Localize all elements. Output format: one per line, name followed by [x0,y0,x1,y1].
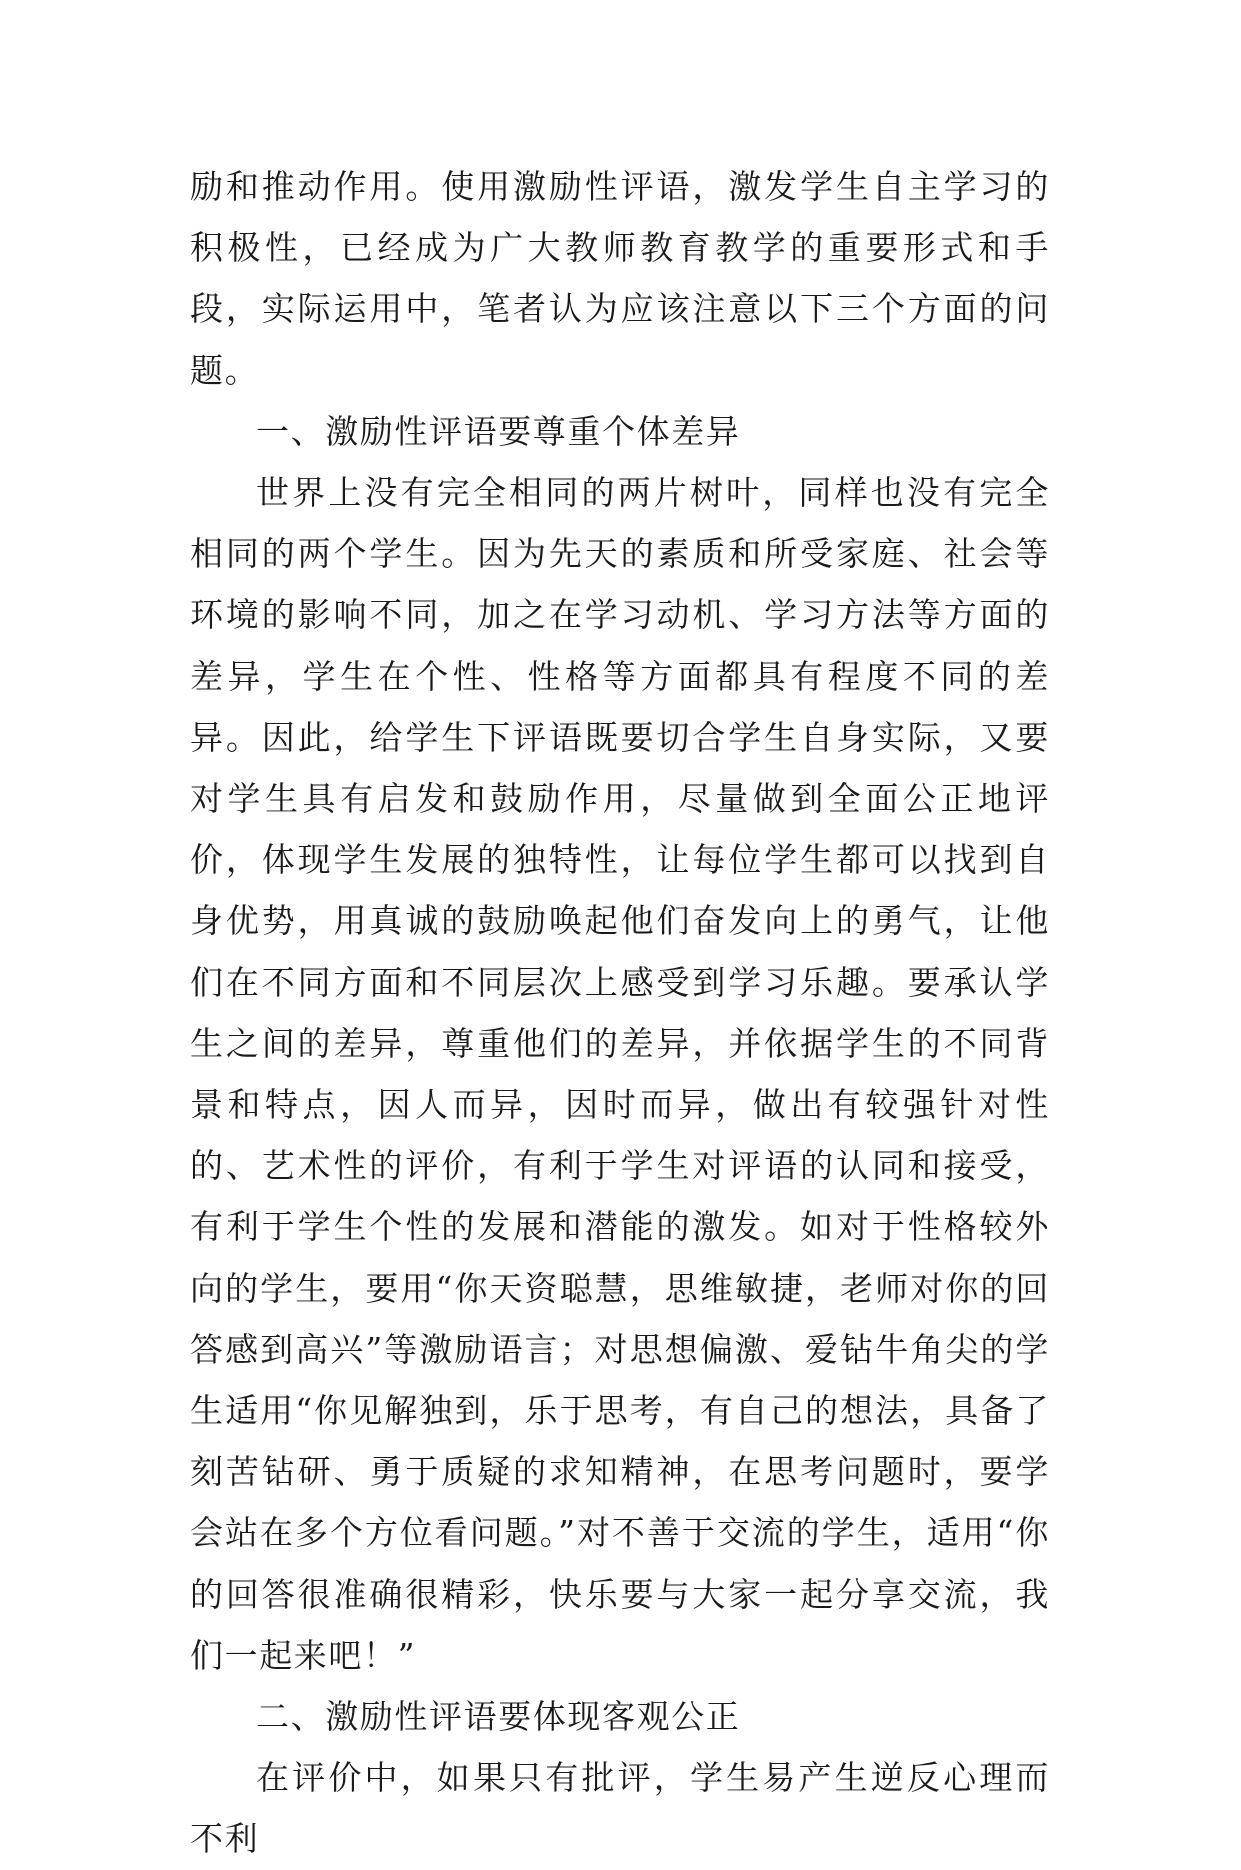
section-heading-1: 一、激励性评语要尊重个体差异 [256,411,741,451]
section-1-paragraph: 世界上没有完全相同的两片树叶，同样也没有完全相同的两个学生。因为先天的素质和所受家庭、社会等环境的影响不同，加之在学习动机、学习方法等方面的差异，学生在个性、性格等方面都具有程度不同的差异。因此，给学生下评语既要切合学生自身实际，又要对学生具有启发和鼓励作用，尽量做到全面公正地评价，体现学生发展的独特性，让每位学生都可以找到自身优势，用真诚的鼓励唤起他们奋发向上的勇气，让他们在不同方面和不同层次上感受到学习乐趣。要承认学生之间的差异，尊重他们的差异，并依据学生的不同背景和特点，因人而异，因时而异，做出有较强针对性的、艺术性的评价，有利于学生对评语的认同和接受，有利于学生个性的发展和潜能的激发。如对于性格较外向的学生，要用“你天资聪慧，思维敏捷，老师对你的回答感到高兴”等激励语言；对思想偏激、爱钻牛角尖的学生适用“你见解独到，乐于思考，有自己的想法，具备了刻苦钻研、勇于质疑的求知精神，在思考问题时，要学会站在多个方位看问题。”对不善于交流的学生，适用“你的回答很准确很精彩，快乐要与大家一起分享交流，我们一起来吧！” [190,473,1050,1675]
section-2-paragraph: 在评价中，如果只有批评，学生易产生逆反心理而不利 [190,1758,1050,1859]
intro-paragraph: 励和推动作用。使用激励性评语，激发学生自主学习的积极性，已经成为广大教师教育教学的重要形式和手段，实际运用中，笔者认为应该注意以下三个方面的问题。 [190,167,1050,390]
section-heading-2: 二、激励性评语要体现客观公正 [256,1697,741,1737]
document-body [190,156,1050,1870]
